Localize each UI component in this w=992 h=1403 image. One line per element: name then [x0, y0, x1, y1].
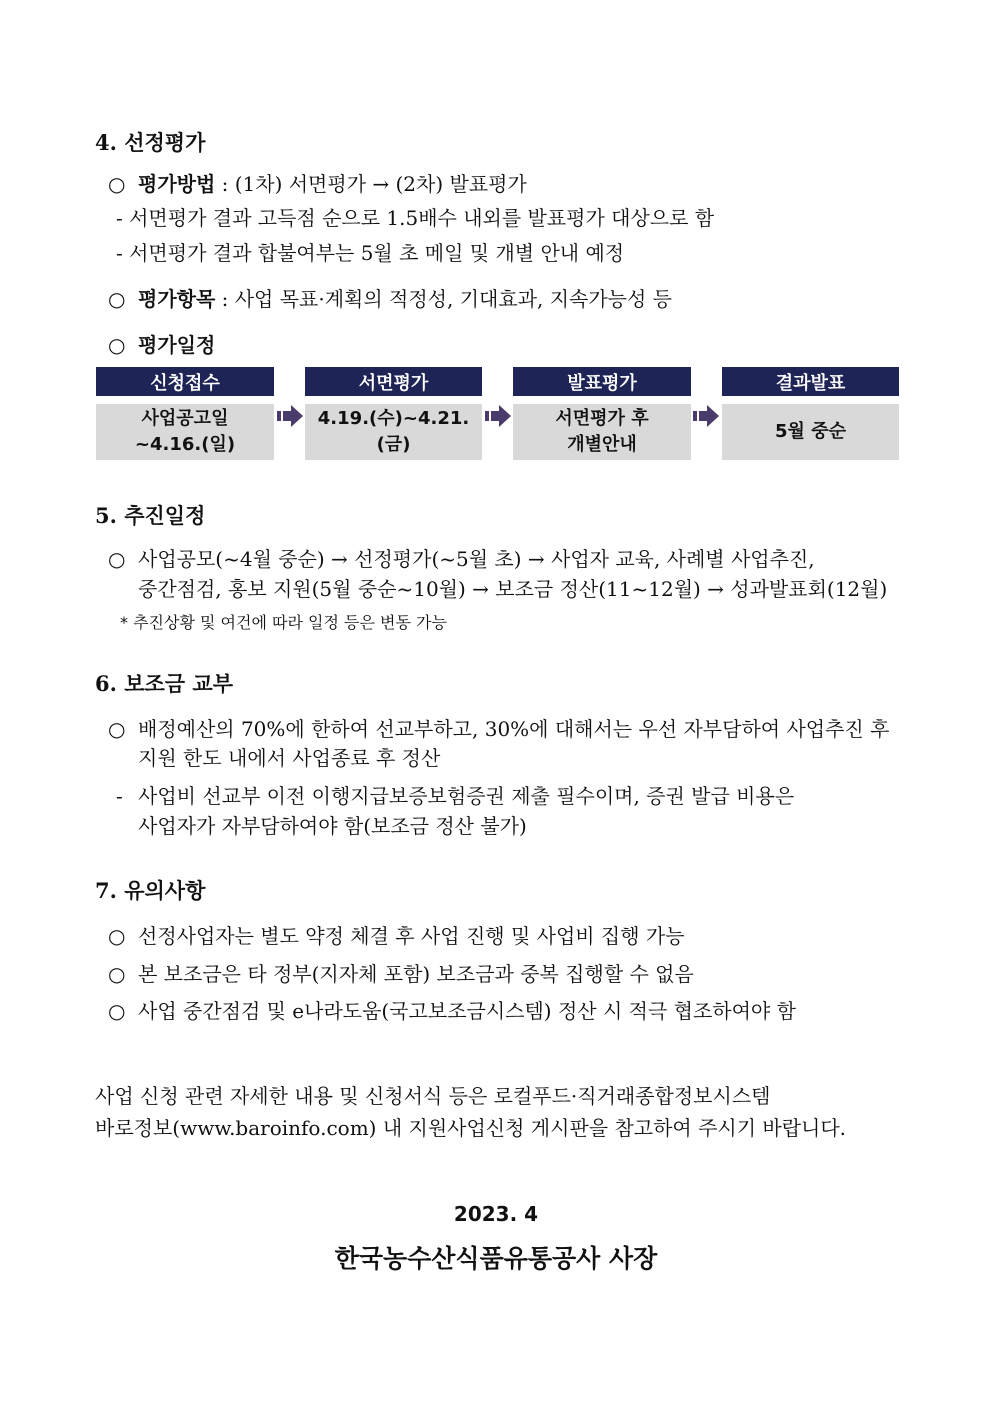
- subsidy-sub-text-1: 사업비 선교부 이전 이행지급보증보험증권 제출 필수이며, 증권 발급 비용은: [138, 784, 795, 808]
- eval-method-sub1: - 서면평가 결과 고득점 순으로 1.5배수 내외를 발표평가 대상으로 함: [116, 206, 715, 230]
- arrow-right-icon: [485, 405, 511, 427]
- flow-step-4-body: 5월 중순: [722, 404, 899, 460]
- notice-text-2: 본 보조금은 타 정부(지자체 포함) 보조금과 중복 집행할 수 없음: [138, 962, 694, 986]
- section-4-title: 4. 선정평가: [95, 130, 206, 155]
- section-7-title: 7. 유의사항: [95, 878, 206, 903]
- closing-line-1: 사업 신청 관련 자세한 내용 및 신청서식 등은 로컬푸드·직거래종합정보시스템: [95, 1084, 771, 1108]
- bullet: ○: [108, 172, 126, 196]
- flow-step-4-head: 결과발표: [722, 367, 899, 396]
- flow-step-3-body: 서면평가 후 개별안내: [513, 404, 691, 460]
- flow-step-1-head: 신청접수: [96, 367, 274, 396]
- notice-item-3: [108, 995, 796, 1024]
- subsidy-sub-text-2: 사업자가 자부담하여야 함(보조금 정산 불가): [138, 814, 527, 838]
- eval-schedule-line: [108, 329, 215, 358]
- section-6-title: 6. 보조금 교부: [95, 671, 233, 696]
- arrow-right-icon: [277, 405, 303, 427]
- eval-method-label: 평가방법: [138, 172, 216, 196]
- flow-step-2-head: 서면평가: [305, 367, 482, 396]
- footer-date: 2023. 4: [453, 1202, 539, 1226]
- subsidy-line-1: [108, 713, 889, 742]
- bullet: ○: [108, 717, 126, 741]
- footer-org: 한국농수산식품유통공사 사장: [334, 1244, 658, 1273]
- subsidy-text-1: 배정예산의 70%에 한하여 선교부하고, 30%에 대해서는 우선 자부담하여 사업추진 후: [138, 717, 890, 741]
- notice-text-3: 사업 중간점검 및 e나라도움(국고보조금시스템) 정산 시 적극 협조하여야 함: [138, 999, 796, 1023]
- eval-schedule-label: 평가일정: [138, 333, 216, 357]
- eval-items-text: : 사업 목표·계획의 적정성, 기대효과, 지속가능성 등: [215, 287, 672, 311]
- bullet: ○: [108, 287, 126, 311]
- section-5-title: 5. 추진일정: [95, 503, 206, 528]
- notice-text-1: 선정사업자는 별도 약정 체결 후 사업 진행 및 사업비 집행 가능: [138, 924, 685, 948]
- schedule-text-1: 사업공모(~4월 중순) → 선정평가(~5월 초) → 사업자 교육, 사례별 사업추진,: [138, 547, 815, 571]
- bullet: ○: [108, 333, 126, 357]
- eval-items-label: 평가항목: [138, 287, 216, 311]
- arrow-right-icon: [693, 405, 719, 427]
- schedule-line-1: [108, 543, 898, 572]
- notice-item-1: [108, 920, 685, 949]
- subsidy-sub-line-1: - 사업비 선교부 이전 이행지급보증보험증권 제출 필수이며, 증권 발급 비용은: [116, 784, 795, 808]
- bullet: ○: [108, 924, 126, 948]
- notice-item-2: [108, 958, 694, 987]
- eval-method-line: [108, 168, 527, 197]
- flow-step-1-body: 사업공고일 ~4.16.(일): [96, 404, 274, 460]
- bullet: ○: [108, 962, 126, 986]
- bullet: ○: [108, 547, 126, 571]
- schedule-text-2: 중간점검, 홍보 지원(5월 중순~10월) → 보조금 정산(11~12월) → 성과발표회(12월): [138, 577, 888, 601]
- bullet: ○: [108, 999, 126, 1023]
- closing-line-2: 바로정보(www.baroinfo.com) 내 지원사업신청 게시판을 참고하여 주시기 바랍니다.: [95, 1116, 847, 1140]
- flow-step-2-body: 4.19.(수)~4.21.(금): [305, 404, 482, 460]
- eval-method-text: : (1차) 서면평가 → (2차) 발표평가: [215, 172, 527, 196]
- flow-step-3-head: 발표평가: [513, 367, 691, 396]
- eval-method-sub2: - 서면평가 결과 합불여부는 5월 초 메일 및 개별 안내 예정: [116, 241, 625, 265]
- subsidy-text-2: 지원 한도 내에서 사업종료 후 정산: [138, 746, 441, 770]
- eval-items-line: [108, 283, 672, 312]
- schedule-note: * 추진상황 및 여건에 따라 일정 등은 변동 가능: [120, 613, 447, 632]
